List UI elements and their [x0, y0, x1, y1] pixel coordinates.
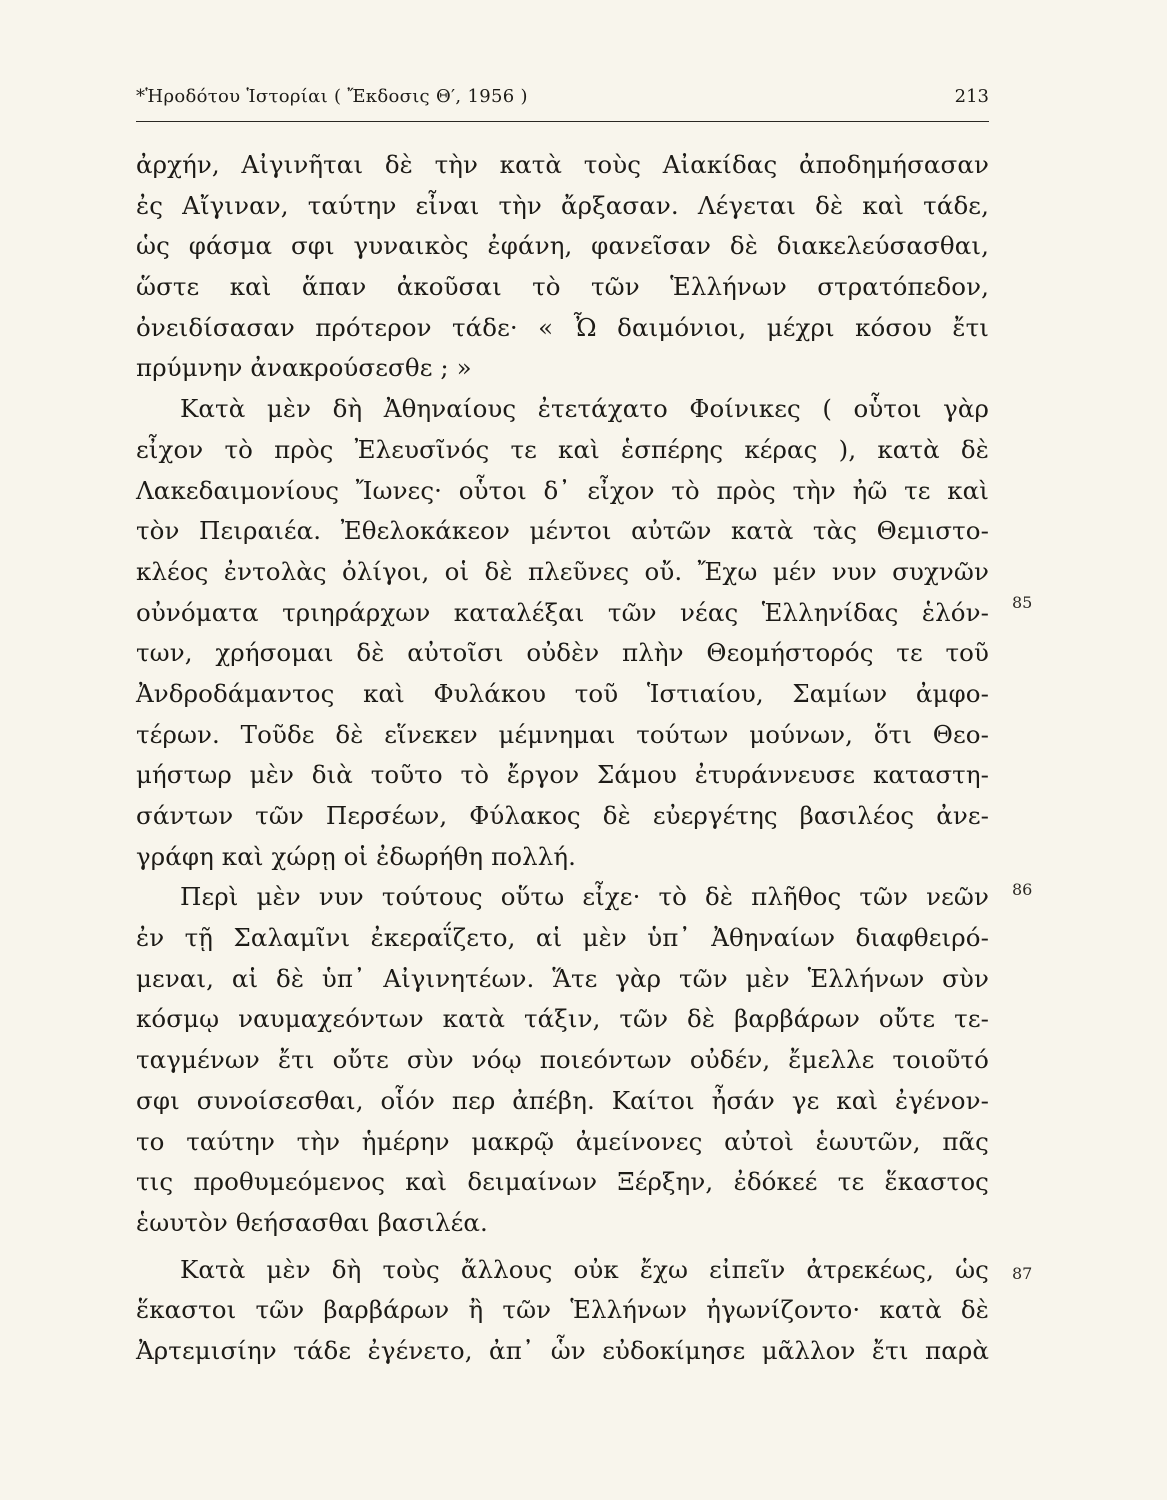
text-line: κόσμῳ ναυμαχεόντων κατὰ τάξιν, τῶν δὲ βαρβάρων οὔτε τε-: [136, 1004, 989, 1034]
chapter-number-87: 87: [1012, 1264, 1033, 1283]
text-line: ἀρχήν, Αἰγινῆται δὲ τὴν κατὰ τοὺς Αἰακίδας ἀποδημήσασαν: [136, 150, 989, 179]
chapter-number-85: 85: [1012, 593, 1033, 612]
text-line: το ταύτην τὴν ἡμέρην μακρῷ ἀμείνονες αὐτοὶ ἑωυτῶν, πᾶς: [136, 1126, 989, 1156]
text-line: ὥστε καὶ ἅπαν ἀκοῦσαι τὸ τῶν Ἑλλήνων στρατόπεδον,: [136, 272, 989, 302]
paragraph-start-87: Κατὰ μὲν δὴ τοὺς ἄλλους οὐκ ἔχω εἰπεῖν ἀτρεκέως, ὡς: [180, 1254, 989, 1284]
header-rule: [136, 121, 989, 122]
paragraph-start-85: Κατὰ μὲν δὴ Ἀθηναίους ἐτετάχατο Φοίνικες ( οὗτοι γὰρ: [180, 394, 989, 424]
text-line: οὐνόματα τριηράρχων καταλέξαι τῶν νέας Ἑλληνίδας ἑλόν-: [136, 597, 989, 627]
text-line: Λακεδαιμονίους Ἴωνες· οὗτοι δ᾽ εἶχον τὸ πρὸς τὴν ἠῶ τε καὶ: [136, 475, 989, 505]
text-line: κλέος ἐντολὰς ὀλίγοι, οἱ δὲ πλεῦνες οὔ. Ἔχω μέν νυν συχνῶν: [136, 556, 989, 586]
text-line: μήστωρ μὲν διὰ τοῦτο τὸ ἔργον Σάμου ἐτυράννευσε καταστη-: [136, 760, 989, 790]
running-header: [136, 86, 989, 120]
text-line: Ἀνδροδάμαντος καὶ Φυλάκου τοῦ Ἱστιαίου, Σαμίων ἀμφο-: [136, 678, 989, 708]
text-line: τέρων. Τοῦδε δὲ εἵνεκεν μέμνημαι τούτων μούνων, ὅτι Θεο-: [136, 719, 989, 749]
text-line: γράφη καὶ χώρῃ οἱ ἐδωρήθη πολλή.: [136, 841, 577, 871]
text-line: Ἀρτεμισίην τάδε ἐγένετο, ἀπ᾽ ὧν εὐδοκίμησε μᾶλλον ἔτι παρὰ: [136, 1335, 989, 1365]
text-body: [136, 145, 989, 1372]
paragraph-start-86: Περὶ μὲν νυν τούτους οὕτω εἶχε· τὸ δὲ πλῆθος τῶν νεῶν: [180, 882, 989, 912]
text-line: ταγμένων ἔτι οὔτε σὺν νόῳ ποιεόντων οὐδέν, ἔμελλε τοιοῦτό: [136, 1045, 989, 1075]
text-line: ἑωυτὸν θεήσασθαι βασιλέα.: [136, 1207, 488, 1237]
text-line: τις προθυμεόμενος καὶ δειμαίνων Ξέρξην, ἐδόκεέ τε ἕκαστος: [136, 1167, 989, 1197]
text-line: πρύμνην ἀνακρούσεσθε ; »: [136, 353, 472, 383]
text-line: ὡς φάσμα σφι γυναικὸς ἐφάνη, φανεῖσαν δὲ διακελεύσασθαι,: [136, 231, 989, 261]
header-title: *Ἡροδότου Ἱστορίαι ( Ἔκδοσις Θ′, 1956 ): [136, 86, 528, 107]
text-line: μεναι, αἱ δὲ ὑπ᾽ Αἰγινητέων. Ἅτε γὰρ τῶν μὲν Ἑλλήνων σὺν: [136, 963, 989, 993]
text-line: ἐς Αἴγιναν, ταύτην εἶναι τὴν ἄρξασαν. Λέγεται δὲ καὶ τάδε,: [136, 190, 989, 220]
chapter-number-86: 86: [1012, 880, 1033, 899]
text-line: ὀνειδίσασαν πρότερον τάδε· « Ὦ δαιμόνιοι, μέχρι κόσου ἔτι: [136, 312, 989, 342]
text-line: των, χρήσομαι δὲ αὐτοῖσι οὐδὲν πλὴν Θεομήστορός τε τοῦ: [136, 638, 989, 668]
text-line: ἐν τῇ Σαλαμῖνι ἐκεραΐζετο, αἱ μὲν ὑπ᾽ Ἀθηναίων διαφθειρό-: [136, 923, 989, 953]
text-line: ἕκαστοι τῶν βαρβάρων ἢ τῶν Ἑλλήνων ἠγωνίζοντο· κατὰ δὲ: [136, 1295, 989, 1325]
text-line: τὸν Πειραιέα. Ἐθελοκάκεον μέντοι αὐτῶν κατὰ τὰς Θεμιστο-: [136, 516, 989, 546]
text-line: σάντων τῶν Περσέων, Φύλακος δὲ εὐεργέτης βασιλέος ἀνε-: [136, 801, 989, 830]
text-line: σφι συνοίσεσθαι, οἷόν περ ἀπέβη. Καίτοι ἦσάν γε καὶ ἐγένον-: [136, 1085, 989, 1115]
text-line: εἶχον τὸ πρὸς Ἐλευσῖνός τε καὶ ἑσπέρης κέρας ), κατὰ δὲ: [136, 434, 989, 464]
page-number: 213: [954, 86, 989, 107]
